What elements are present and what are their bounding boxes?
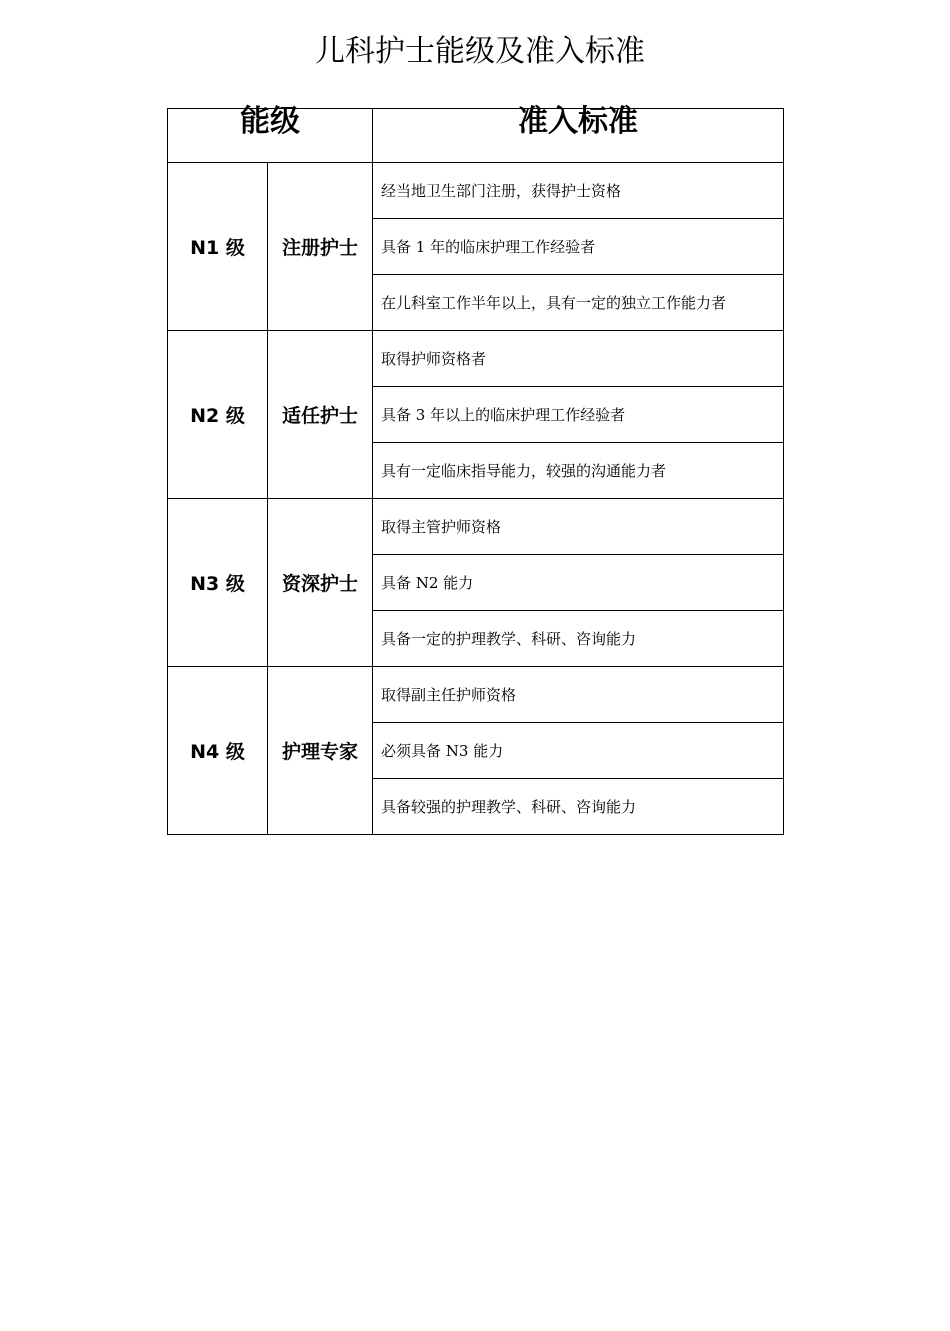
table-row xyxy=(168,331,784,387)
criteria-cell: 取得主管护师资格 xyxy=(373,499,784,555)
level-name-n1: 注册护士 xyxy=(268,163,373,331)
criteria-cell: 具备 3 年以上的临床护理工作经验者 xyxy=(373,387,784,443)
criteria-cell: 取得副主任护师资格 xyxy=(373,667,784,723)
criteria-cell: 具备一定的护理教学、科研、咨询能力 xyxy=(373,611,784,667)
level-code-n2: N2 级 xyxy=(168,331,268,499)
level-code-n3: N3 级 xyxy=(168,499,268,667)
criteria-cell: 取得护师资格者 xyxy=(373,331,784,387)
table-row xyxy=(168,667,784,723)
header-criteria: 准入标准 xyxy=(373,109,784,163)
level-name-n3: 资深护士 xyxy=(268,499,373,667)
table-row xyxy=(168,499,784,555)
criteria-cell: 必须具备 N3 能力 xyxy=(373,723,784,779)
level-name-n2: 适任护士 xyxy=(268,331,373,499)
level-name-n4: 护理专家 xyxy=(268,667,373,835)
criteria-cell: 具备较强的护理教学、科研、咨询能力 xyxy=(373,779,784,835)
criteria-cell: 经当地卫生部门注册，获得护士资格 xyxy=(373,163,784,219)
criteria-cell: 具备 1 年的临床护理工作经验者 xyxy=(373,219,784,275)
criteria-cell: 具备 N2 能力 xyxy=(373,555,784,611)
table-header-row xyxy=(168,109,784,163)
criteria-cell: 具有一定临床指导能力，较强的沟通能力者 xyxy=(373,443,784,499)
standards-table xyxy=(167,104,784,835)
table-row xyxy=(168,163,784,219)
header-level: 能级 xyxy=(168,109,373,163)
criteria-cell: 在儿科室工作半年以上，具有一定的独立工作能力者 xyxy=(373,275,784,331)
level-code-n4: N4 级 xyxy=(168,667,268,835)
document-title: 儿科护士能级及准入标准 xyxy=(315,34,645,69)
level-code-n1: N1 级 xyxy=(168,163,268,331)
